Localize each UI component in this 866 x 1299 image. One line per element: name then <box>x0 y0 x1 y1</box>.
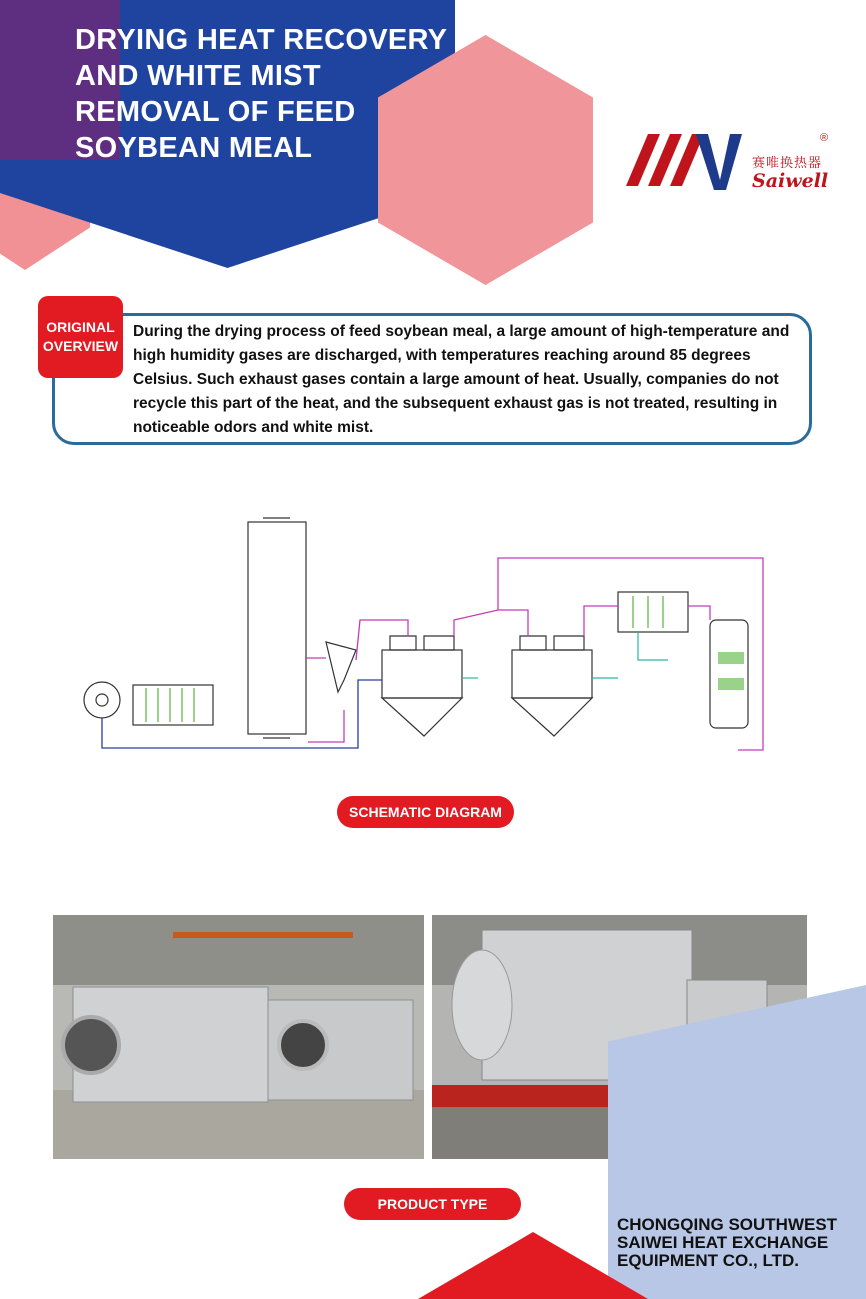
registered-mark: ® <box>820 132 829 144</box>
logo-chinese-text: 赛唯换热器 <box>752 155 823 170</box>
company-name: CHONGQING SOUTHWEST SAIWEI HEAT EXCHANGE EQUIPMENT CO., LTD. <box>617 1215 838 1270</box>
product-photo-1 <box>53 915 424 1159</box>
schematic-diagram-label: SCHEMATIC DIAGRAM <box>337 796 514 828</box>
page-title: DRYING HEAT RECOVERY AND WHITE MIST REMOVAL OF FEED SOYBEAN MEAL <box>75 24 447 164</box>
product-type-label: PRODUCT TYPE <box>344 1188 521 1220</box>
schematic-diagram <box>78 510 778 770</box>
overview-badge <box>38 296 123 378</box>
badge-line2: OVERVIEW <box>42 338 119 354</box>
overview-text: During the drying process of feed soybean meal, a large amount of high-temperature and high humidity gases are discharged, with temperatures reaching around 85 degrees Celsius. Such exhaust gases contain a large amount of heat. Usually, companies do not recycle this part of the heat, and the subsequent exhaust gas is not treated, resulting in noticeable odors and white mist. <box>133 323 790 436</box>
badge-line1: ORIGINAL <box>46 319 115 335</box>
logo-english-text: Saiwell <box>752 170 829 192</box>
